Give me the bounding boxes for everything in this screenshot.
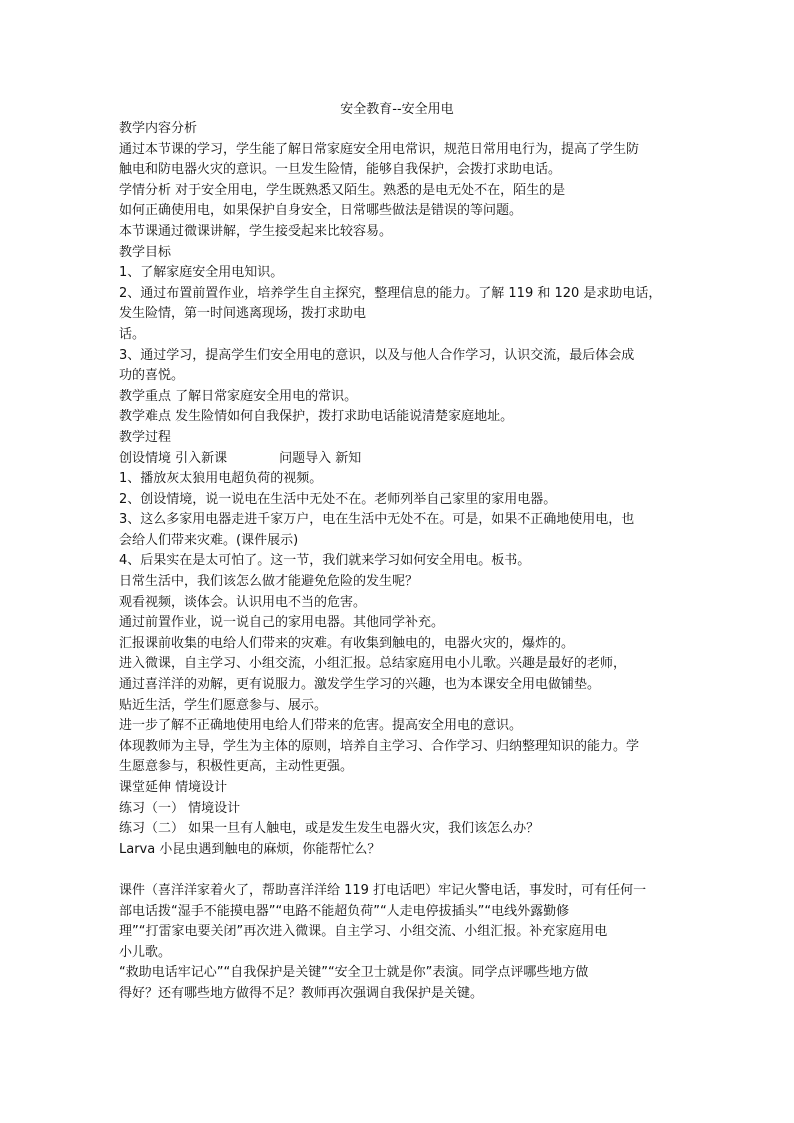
blank-line <box>119 860 684 881</box>
paragraph-line: 学情分析 对于安全用电，学生既熟悉又陌生。熟悉的是电无处不在，陌生的是 <box>119 182 566 198</box>
process-right: 问题导入 新知 <box>279 450 362 466</box>
paragraph-line: 触电和防电器火灾的意识。一旦发生险情，能够自我保护，会拨打求助电话。 <box>119 162 562 178</box>
process-line: 贴近生活，学生们愿意参与、展示。 <box>119 697 328 713</box>
objective-item: 1、了解家庭安全用电知识。 <box>119 265 284 281</box>
paragraph-line: 本节课通过微课讲解，学生接受起来比较容易。 <box>119 223 393 239</box>
section-heading-content-analysis: 教学内容分析 <box>119 121 198 136</box>
process-subheading <box>119 449 684 470</box>
process-line: 观看视频，谈体会。认识用电不当的危害。 <box>119 594 367 610</box>
extension-heading: 课堂延伸 情境设计 <box>119 780 228 795</box>
process-line: 汇报课前收集的电给人们带来的灾难。有收集到触电的，电器火灾的，爆炸的。 <box>119 635 575 651</box>
process-line: 生愿意参与，积极性更高，主动性更强。 <box>119 759 354 775</box>
exercise-line: 练习（二） 如果一旦有人触电，或是发生发生电器火灾，我们该怎么办？ <box>119 821 540 837</box>
closing-line: 理”“打雷家电要关闭”再次进入微课。自主学习、小组交流、小组汇报。补充家庭用电 <box>119 924 608 940</box>
closing-line: 课件（喜洋洋家着火了，帮助喜洋洋给 119 打电话吧）牢记火警电话，事发时，可有任何一 <box>119 882 647 898</box>
section-heading-objectives: 教学目标 <box>119 244 172 260</box>
section-heading-process: 教学过程 <box>119 429 172 445</box>
process-line: 4、后果实在是太可怕了。这一节，我们就来学习如何安全用电。板书。 <box>119 553 531 569</box>
exercise-line: Larva 小昆虫遇到触电的麻烦，你能帮忙么？ <box>119 841 381 857</box>
process-line: 3、这么多家用电器走进千家万户，电在生活中无处不在。可是，如果不正确地使用电，也 <box>119 512 635 528</box>
difficulty-line: 教学难点 发生险情如何自我保护，拨打求助电话能说清楚家庭地址。 <box>119 409 514 425</box>
document-title: 安全教育--安全用电 <box>340 102 454 117</box>
objective-item: 2、通过布置前置作业，培养学生自主探究，整理信息的能力。了解 119 和 120 是求助电话， <box>119 285 662 301</box>
process-line: 进一步了解不正确地使用电给人们带来的危害。提高安全用电的意识。 <box>119 718 523 734</box>
closing-line: 部电话拨“湿手不能摸电器”“电路不能超负荷”“人走电停拔插头”“电线外露勤修 <box>119 903 570 919</box>
document-body <box>119 119 684 1005</box>
key-point-line: 教学重点 了解日常家庭安全用电的常识。 <box>119 388 358 404</box>
process-line: 通过喜洋洋的劝解，更有说服力。激发学生学习的兴趣，也为本课安全用电做铺垫。 <box>119 677 601 693</box>
process-line: 1、播放灰太狼用电超负荷的视频。 <box>119 471 323 487</box>
closing-line: 得好？还有哪些地方做得不足？教师再次强调自我保护是关键。 <box>119 985 484 1001</box>
paragraph-line: 如何正确使用电，如果保护自身安全，日常哪些做法是错误的等问题。 <box>119 203 523 219</box>
process-line: 2、创设情境，说一说电在生活中无处不在。老师列举自己家里的家用电器。 <box>119 491 557 507</box>
process-line: 进入微课，自主学习、小组交流，小组汇报。总结家庭用电小儿歌。兴趣是最好的老师， <box>119 656 627 672</box>
objective-item: 发生险情，第一时间逃离现场，拨打求助电 <box>119 306 367 322</box>
process-line: 通过前置作业，说一说自己的家用电器。其他同学补充。 <box>119 615 445 631</box>
process-line: 会给人们带来灾难。(课件展示) <box>119 532 299 548</box>
process-line: 日常生活中，我们该怎么做才能避免危险的发生呢？ <box>119 574 419 590</box>
exercise-line: 练习（一） 情境设计 <box>119 800 241 816</box>
objective-item: 3、通过学习，提高学生们安全用电的意识，以及与他人合作学习，认识交流，最后体会成 <box>119 347 635 363</box>
process-left: 创设情境 引入新课 <box>119 450 228 466</box>
closing-line: “救助电话牢记心”“自我保护是关键”“安全卫士就是你”表演。同学点评哪些地方做 <box>119 965 589 981</box>
process-line: 体现教师为主导，学生为主体的原则，培养自主学习、合作学习、归纳整理知识的能力。学 <box>119 738 640 754</box>
objective-item: 话。 <box>119 326 146 342</box>
closing-line: 小儿歌。 <box>119 944 172 960</box>
objective-item: 功的喜悦。 <box>119 368 185 384</box>
paragraph-line: 通过本节课的学习，学生能了解日常家庭安全用电常识，规范日常用电行为，提高了学生防 <box>119 141 640 157</box>
